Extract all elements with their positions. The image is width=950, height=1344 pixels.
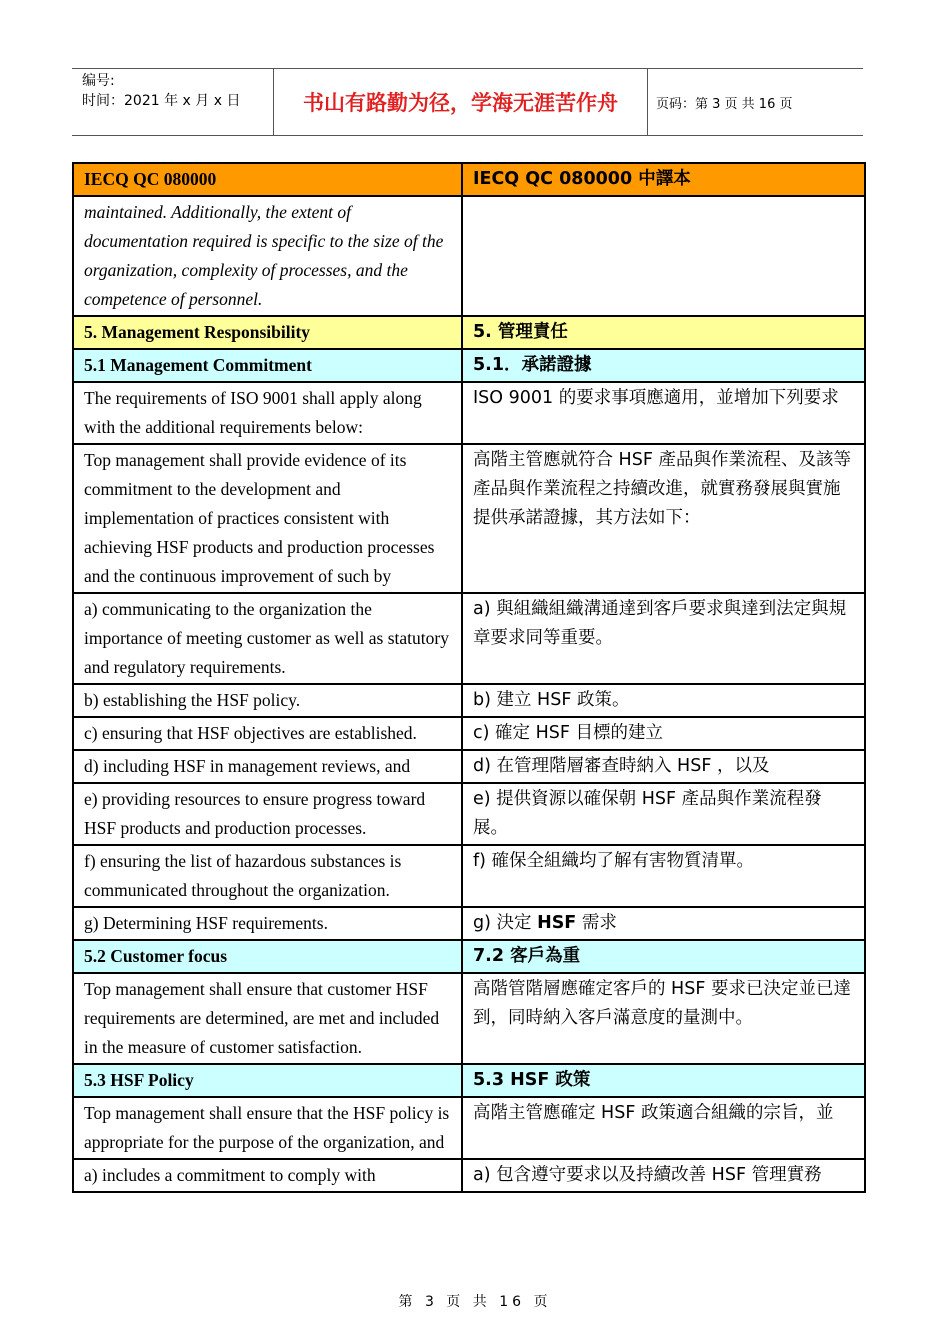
table-row [73,717,865,750]
table-row [73,845,865,907]
time-label: 时间：2021 年 x 月 x 日 [82,93,241,109]
english-cell: 5.2 Customer focus [73,940,462,973]
chinese-cell: d) 在管理階層審查時納入 HSF ，以及 [462,750,865,783]
chinese-cell: a) 包含遵守要求以及持續改善 HSF 管理實務 [462,1159,865,1192]
page-label: 页码：第 3 页 共 16 页 [656,96,793,112]
chinese-cell: 高階主管應確定 HSF 政策適合組織的宗旨，並 [462,1097,865,1159]
table-row [73,196,865,316]
table-row [73,783,865,845]
translation-table [72,162,866,1193]
header-meta [72,69,274,135]
english-cell: e) providing resources to ensure progress toward HSF products and production processes. [73,783,462,845]
chinese-cell: c) 確定 HSF 目標的建立 [462,717,865,750]
chinese-cell-prefix: g) 決定 [473,913,538,933]
chinese-cell: e) 提供資源以確保朝 HSF 產品與作業流程發展。 [462,783,865,845]
chinese-cell: 高階主管應就符合 HSF 產品與作業流程、及該等產品與作業流程之持續改進，就實務發展與實施提供承諾證據，其方法如下： [462,444,865,593]
table-header-row [73,163,865,196]
section-row [73,316,865,349]
header-page-number [648,69,863,135]
table-row [73,750,865,783]
chinese-cell: 5. 管理責任 [462,316,865,349]
english-cell: Top management shall provide evidence of its commitment to the development and implementation of practices consistent with achieving HSF products and production processes and the continuous improvement of such by [73,444,462,593]
chinese-cell-bold: HSF [537,913,577,933]
chinese-cell: b) 建立 HSF 政策。 [462,684,865,717]
chinese-cell: f) 確保全組織均了解有害物質清單。 [462,845,865,907]
chinese-cell: 7.2 客戶為重 [462,940,865,973]
chinese-cell: a) 與組織組織溝通達到客戶要求與達到法定與規章要求同等重要。 [462,593,865,684]
english-cell: a) communicating to the organization the importance of meeting customer as well as statutory and regulatory requirements. [73,593,462,684]
header-motto: 书山有路勤为径，学海无涯苦作舟 [274,69,648,135]
chinese-cell: 高階管階層應確定客戶的 HSF 要求已決定並已達到，同時納入客戶滿意度的量測中。 [462,973,865,1064]
english-cell: 5.3 HSF Policy [73,1064,462,1097]
section-row [73,1064,865,1097]
english-cell: Top management shall ensure that customer HSF requirements are determined, are met and included in the measure of customer satisfaction. [73,973,462,1064]
column-header-english: IECQ QC 080000 [73,163,462,196]
chinese-cell: 5.1．承諾證據 [462,349,865,382]
english-cell: The requirements of ISO 9001 shall apply along with the additional requirements below: [73,382,462,444]
english-cell: maintained. Additionally, the extent of documentation required is specific to the size of the organization, complexity of processes, and the competence of personnel. [73,196,462,316]
number-label: 编号: [82,73,115,89]
english-cell: a) includes a commitment to comply with [73,1159,462,1192]
english-cell: b) establishing the HSF policy. [73,684,462,717]
chinese-cell: 5.3 HSF 政策 [462,1064,865,1097]
english-cell: Top management shall ensure that the HSF policy is appropriate for the purpose of the organization, and [73,1097,462,1159]
table-row [73,1097,865,1159]
table-row [73,1159,865,1192]
english-cell: d) including HSF in management reviews, and [73,750,462,783]
chinese-cell [462,196,865,316]
page-footer: 第 3 页 共 16 页 [398,1294,552,1310]
section-row [73,349,865,382]
column-header-chinese: IECQ QC 080000 中譯本 [462,163,865,196]
table-row [73,382,865,444]
english-cell: c) ensuring that HSF objectives are established. [73,717,462,750]
english-cell: f) ensuring the list of hazardous substances is communicated throughout the organization. [73,845,462,907]
table-row [73,907,865,940]
table-row [73,973,865,1064]
chinese-cell [462,907,865,940]
section-row [73,940,865,973]
table-row [73,684,865,717]
chinese-cell: ISO 9001 的要求事項應適用，並增加下列要求 [462,382,865,444]
english-cell: g) Determining HSF requirements. [73,907,462,940]
english-cell: 5.1 Management Commitment [73,349,462,382]
table-row [73,593,865,684]
page-header [72,68,863,136]
english-cell: 5. Management Responsibility [73,316,462,349]
table-row [73,444,865,593]
chinese-cell-suffix: 需求 [576,913,617,933]
